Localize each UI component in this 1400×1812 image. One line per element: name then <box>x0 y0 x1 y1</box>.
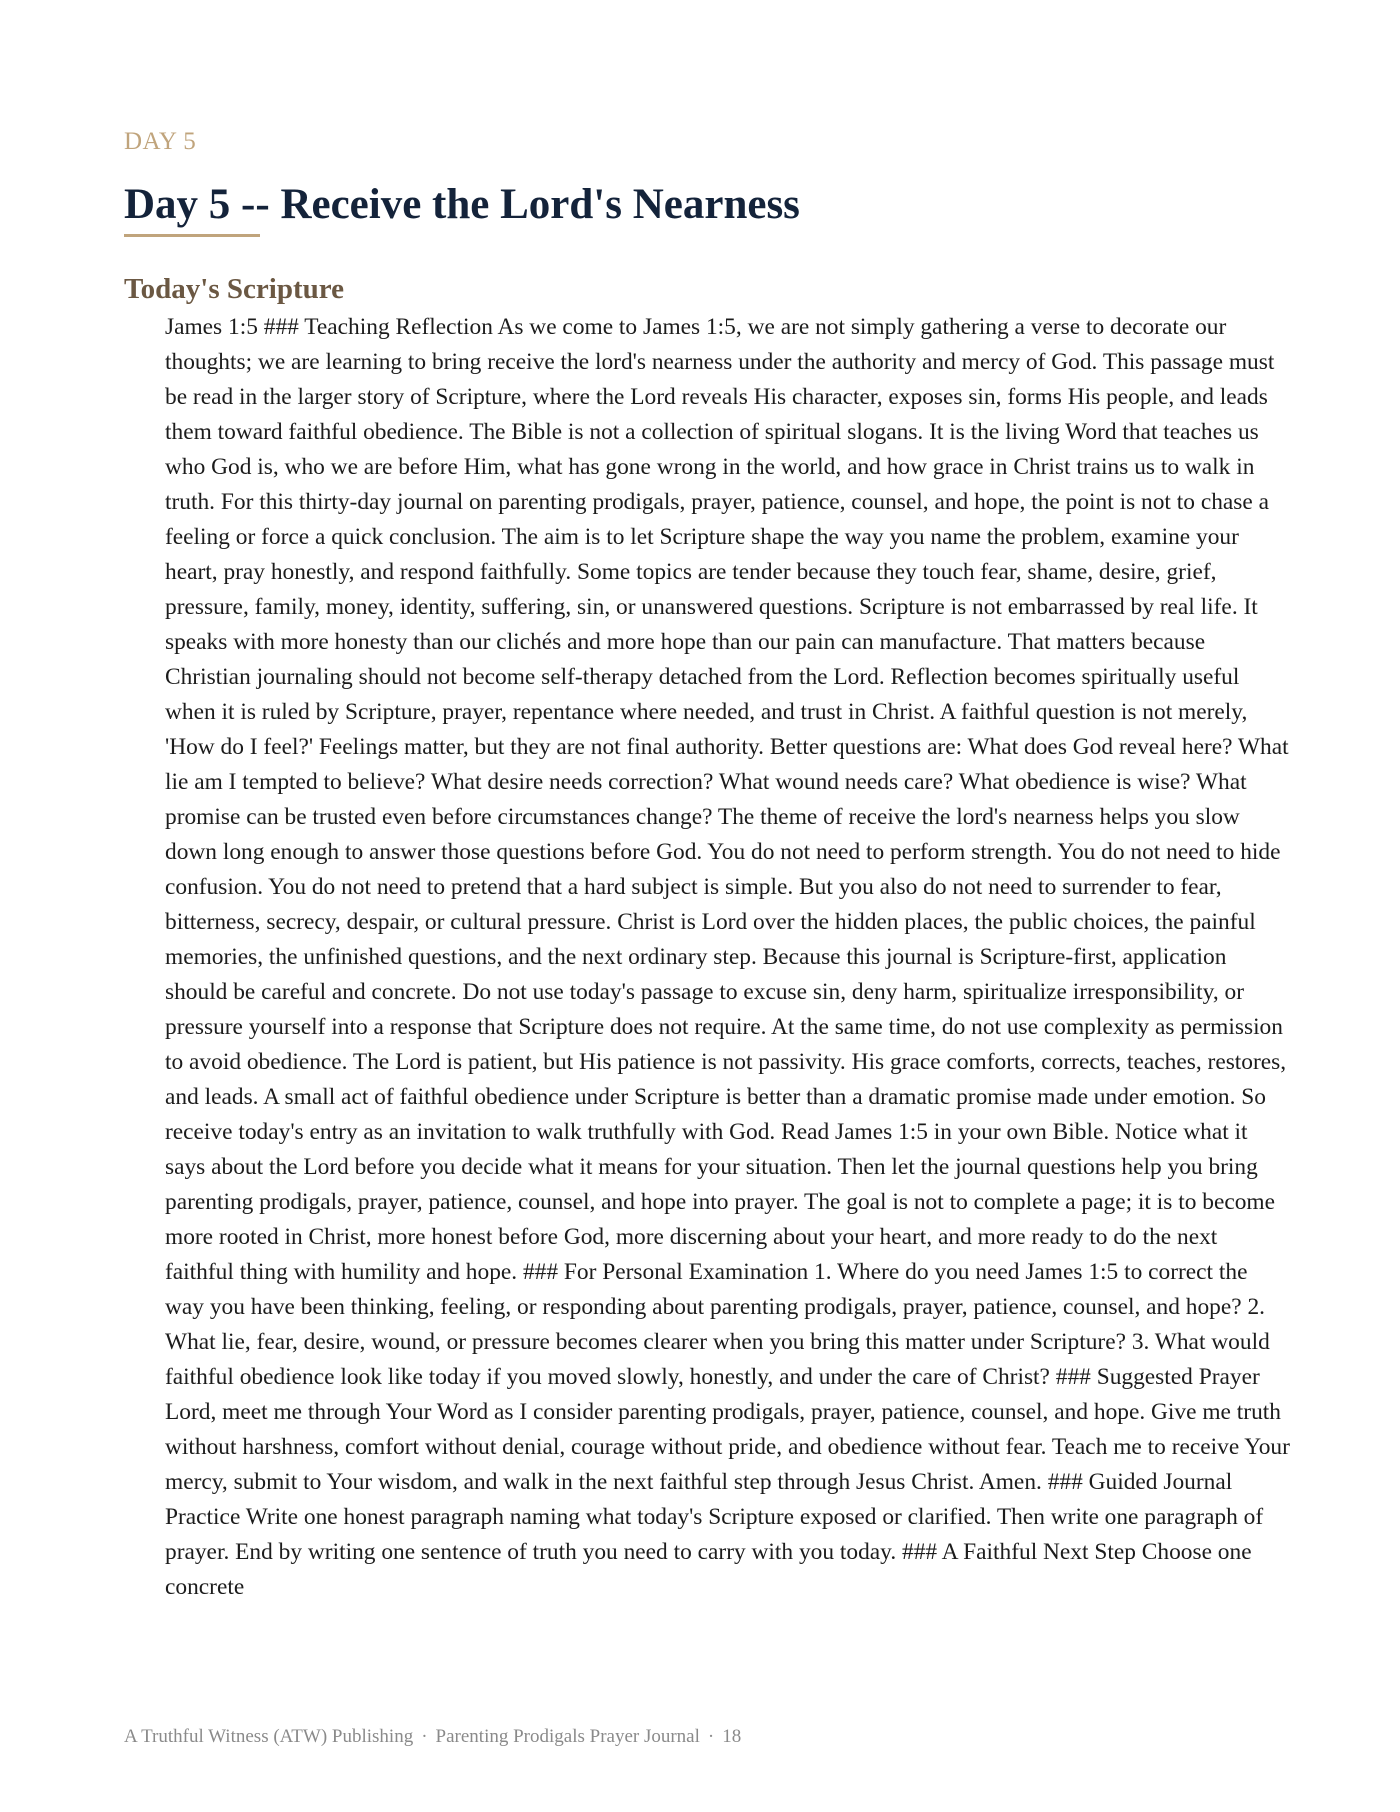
day-label: DAY 5 <box>124 128 197 155</box>
page-number: 18 <box>722 1726 742 1747</box>
footer-separator: · <box>707 1726 715 1747</box>
footer-separator: · <box>421 1726 428 1747</box>
section-heading: Today's Scripture <box>124 273 344 305</box>
title-underline <box>124 234 260 237</box>
page-title: Day 5 -- Receive the Lord's Nearness <box>124 181 800 228</box>
footer-book-title: Parenting Prodigals Prayer Journal <box>435 1726 700 1747</box>
body-text: James 1:5 ### Teaching Reflection As we come to James 1:5, we are not simply gathering a verse to decorate our thoughts; we are learning to bring receive the lord's nearness under the authority and mercy of God. This passage must be read in the larger story of Scripture, where the Lord reveals His character, exposes sin, forms His people, and leads them toward faithful obedience. The Bible is not a collection of spiritual slogans. It is the living Word that teaches us who God is, who we are before Him, what has gone wrong in the world, and how grace in Christ trains us to walk in truth. For this thirty-day journal on parenting prodigals, prayer, patience, counsel, and hope, the point is not to chase a feeling or force a quick conclusion. The aim is to let Scripture shape the way you name the problem, examine your heart, pray honestly, and respond faithfully. Some topics are tender because they touch fear, shame, desire, grief, pressure, family, money, identity, suffering, sin, or unanswered questions. Scripture is not embarrassed by real life. It speaks with more honesty than our clichés and more hope than our pain can manufacture. That matters because Christian journaling should not become self-therapy detached from the Lord. Reflection becomes spiritually useful when it is ruled by Scripture, prayer, repentance where needed, and trust in Christ. A faithful question is not merely, 'How do I feel?' Feelings matter, but they are not final authority. Better questions are: What does God reveal here? What lie am I tempted to believe? What desire needs correction? What wound needs care? What obedience is wise? What promise can be trusted even before circumstances change? The theme of receive the lord's nearness helps you slow down long enough to answer those questions before God. You do not need to perform strength. You do not need to hide confusion. You do not need to pretend that a hard subject is simple. But you also do not need to surrender to fear, bitterness, secrecy, despair, or cultural pressure. Christ is Lord over the hidden places, the public choices, the painful memories, the unfinished questions, and the next ordinary step. Because this journal is Scripture-first, application should be careful and concrete. Do not use today's passage to excuse sin, deny harm, spiritualize irresponsibility, or pressure yourself into a response that Scripture does not require. At the same time, do not use complexity as permission to avoid obedience. The Lord is patient, but His patience is not passivity. His grace comforts, corrects, teaches, restores, and leads. A small act of faithful obedience under Scripture is better than a dramatic promise made under emotion. So receive today's entry as an invitation to walk truthfully with God. Read James 1:5 in your own Bible. Notice what it says about the Lord before you decide what it means for your situation. Then let the journal questions help you bring parenting prodigals, prayer, patience, counsel, and hope into prayer. The goal is not to complete a page; it is to become more rooted in Christ, more honest before God, more discerning about your heart, and more ready to do the next faithful thing with humility and hope. ### For Personal Examination 1. Where do you need James 1:5 to correct the way you have been thinking, feeling, or responding about parenting prodigals, prayer, patience, counsel, and hope? 2. What lie, fear, desire, wound, or pressure becomes clearer when you bring this matter under Scripture? 3. What would faithful obedience look like today if you moved slowly, honestly, and under the care of Christ? ### Suggested Prayer Lord, meet me through Your Word as I consider parenting prodigals, prayer, patience, counsel, and hope. Give me truth without harshness, comfort without denial, courage without pride, and obedience without fear. Teach me to receive Your mercy, submit to Your wisdom, and walk in the next faithful step through Jesus Christ. Amen. ### Guided Journal Practice Write one honest paragraph naming what today's Scripture exposed or clarified. Then write one paragraph of prayer. End by writing one sentence of truth you need to carry with you today. ### A Faithful Next Step Choose one concrete <box>165 314 1290 1600</box>
page-footer <box>124 1726 741 1748</box>
footer-publisher: A Truthful Witness (ATW) Publishing <box>124 1726 414 1747</box>
